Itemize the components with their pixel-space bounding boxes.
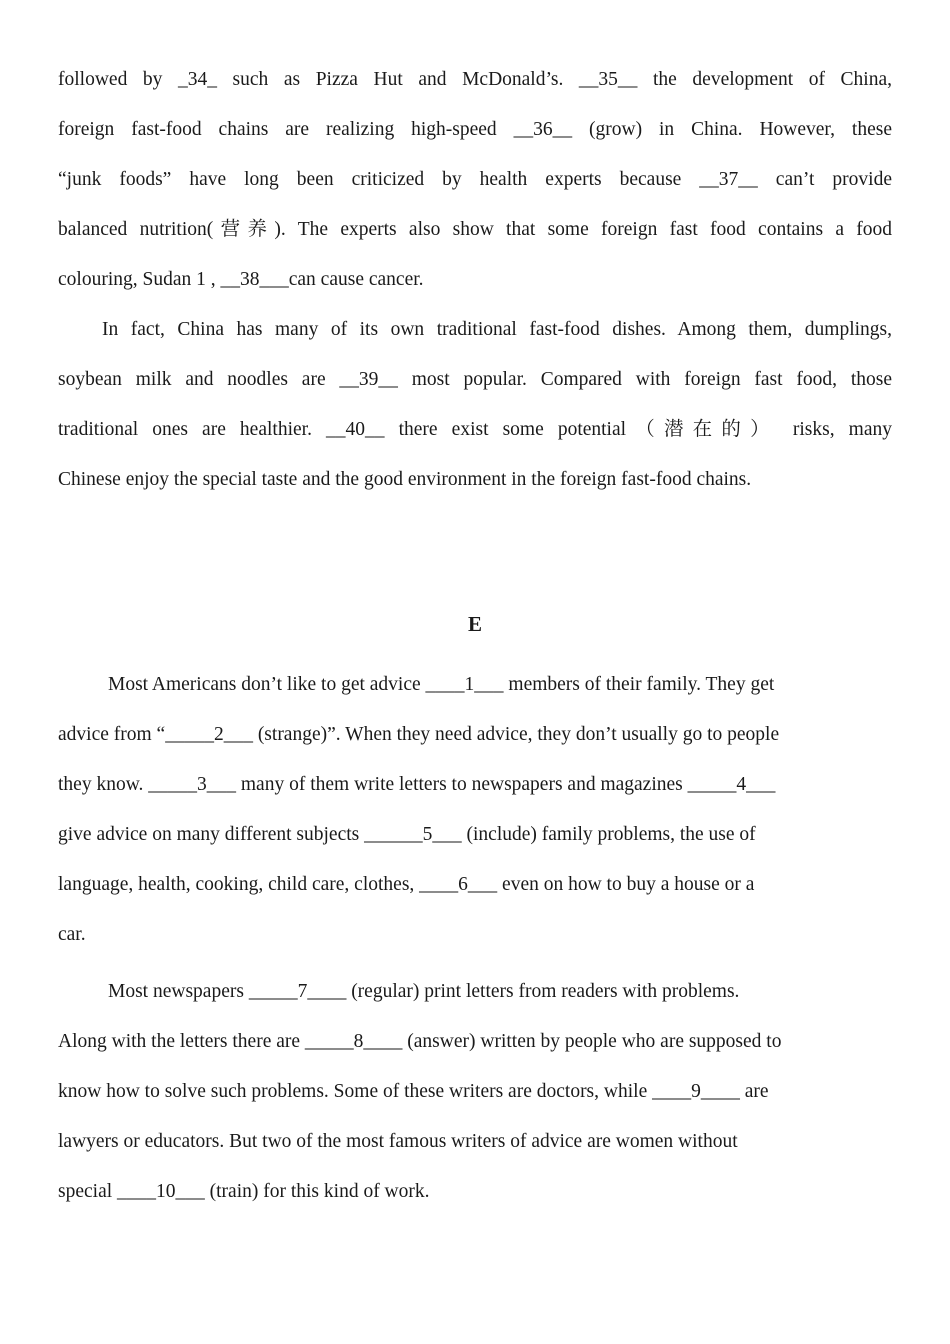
passage-e-p1-line-1: Most Americans don’t like to get advice ____1___ members of their family. They get xyxy=(108,674,775,695)
passage-e-paragraph-2 xyxy=(58,967,892,1217)
passage-d xyxy=(58,55,892,505)
passage-e-p2-line-1: Most newspapers _____7____ (regular) print letters from readers with problems. xyxy=(108,981,740,1002)
passage-e-p1-line-4: give advice on many different subjects ______5___ (include) family problems, the use of xyxy=(58,824,756,845)
passage-e-p1-line-2: advice from “_____2___ (strange)”. When they need advice, they don’t usually go to people xyxy=(58,724,780,745)
passage-d-line-1: followed by _34_ such as Pizza Hut and McDonald’s. __35__ the development of China, xyxy=(58,69,892,90)
passage-e-p2-line-3: know how to solve such problems. Some of these writers are doctors, while ____9____ are xyxy=(58,1081,769,1102)
section-heading: E xyxy=(467,612,482,636)
passage-d-line-8: traditional ones are healthier. __40__ there exist some potential（潜在的） risks, many xyxy=(58,419,892,440)
passage-e-p1-line-3: they know. _____3___ many of them write letters to newspapers and magazines _____4___ xyxy=(58,774,776,795)
passage-e-p2-line-2: Along with the letters there are _____8____ (answer) written by people who are supposed to xyxy=(58,1031,782,1052)
passage-e-p1-line-5: language, health, cooking, child care, clothes, ____6___ even on how to buy a house or a xyxy=(58,874,755,895)
passage-e-p1-line-6: car. xyxy=(58,924,86,945)
passage-d-line-2: foreign fast-food chains are realizing high-speed __36__ (grow) in China. However, these xyxy=(58,119,892,140)
passage-e-paragraph-1 xyxy=(58,660,892,960)
passage-d-line-7: soybean milk and noodles are __39__ most popular. Compared with foreign fast food, those xyxy=(58,369,892,390)
passage-d-line-6: In fact, China has many of its own traditional fast-food dishes. Among them, dumplings, xyxy=(102,319,892,340)
passage-d-line-5: colouring, Sudan 1 , __38___can cause cancer. xyxy=(58,269,424,290)
passage-e-p2-line-5: special ____10___ (train) for this kind of work. xyxy=(58,1181,430,1202)
passage-e-p2-line-4: lawyers or educators. But two of the most famous writers of advice are women without xyxy=(58,1131,738,1152)
passage-d-line-3: “junk foods” have long been criticized by health experts because __37__ can’t provide xyxy=(58,169,892,190)
passage-d-line-4: balanced nutrition(营养). The experts also show that some foreign fast food contains a food xyxy=(58,219,892,240)
passage-d-line-9: Chinese enjoy the special taste and the good environment in the foreign fast-food chains. xyxy=(58,469,752,490)
